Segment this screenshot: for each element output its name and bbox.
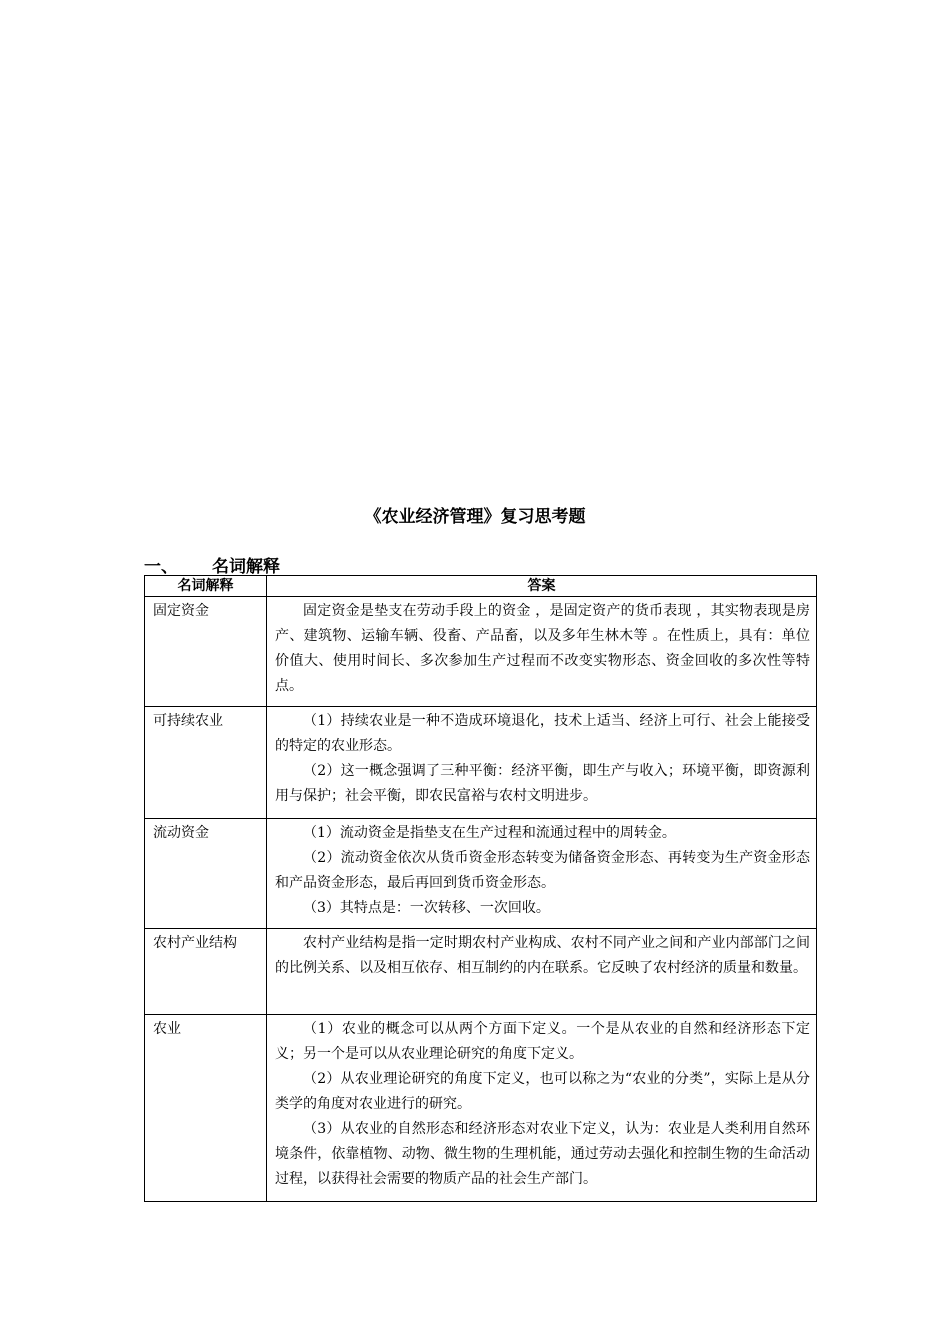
- answer-paragraph: 固定资金是垫支在劳动手段上的资金 ，是固定资产的货币表现 ，其实物表现是房产、建筑物、运输车辆、役畜、产品畜，以及多年生林木等 。在性质上，具有：单位价值大、使用时间长、多次参加生产过程而不改变实物形态、资金回收的多次性等特点。: [275, 603, 810, 694]
- answer-paragraph: （2）从农业理论研究的角度下定义，也可以称之为“农业的分类”，实际上是从分类学的角度对农业进行的研究。: [275, 1071, 810, 1112]
- answer-cell: [267, 707, 817, 819]
- table-row: [145, 597, 817, 707]
- table-row: [145, 929, 817, 1015]
- table-row: [145, 1015, 817, 1202]
- answer-paragraph: （2）这一概念强调了三种平衡：经济平衡，即生产与收入；环境平衡，即资源利用与保护；社会平衡，即农民富裕与农村文明进步。: [275, 763, 810, 804]
- answer-cell: [267, 929, 817, 1015]
- table-row: [145, 819, 817, 929]
- section-number: 一、: [144, 557, 178, 577]
- glossary-table: [144, 575, 817, 1202]
- answer-paragraph: （1）持续农业是一种不造成环境退化，技术上适当、经济上可行、社会上能接受的特定的农业形态。: [275, 713, 810, 754]
- section-heading: [144, 552, 280, 577]
- term-cell: 农村产业结构: [145, 929, 267, 1015]
- table-row: [145, 707, 817, 819]
- header-answer: 答案: [267, 576, 817, 597]
- answer-paragraph: 农村产业结构是指一定时期农村产业构成、农村不同产业之间和产业内部部门之间的比例关系、以及相互依存、相互制约的内在联系。它反映了农村经济的质量和数量。: [275, 935, 810, 976]
- answer-paragraph: （1）农业的概念可以从两个方面下定义。一个是从农业的自然和经济形态下定义；另一个是可以从农业理论研究的角度下定义。: [275, 1021, 810, 1062]
- term-cell: 流动资金: [145, 819, 267, 929]
- term-cell: 农业: [145, 1015, 267, 1202]
- answer-paragraph: （1）流动资金是指垫支在生产过程和流通过程中的周转金。: [303, 825, 676, 841]
- answer-cell: [267, 1015, 817, 1202]
- header-term: 名词解释: [145, 576, 267, 597]
- answer-cell: [267, 597, 817, 707]
- answer-paragraph: （3）从农业的自然形态和经济形态对农业下定义，认为：农业是人类利用自然环境条件，依靠植物、动物、微生物的生理机能，通过劳动去强化和控制生物的生命活动过程，以获得社会需要的物质产品的社会生产部门。: [275, 1121, 810, 1187]
- document-title: 《农业经济管理》复习思考题: [364, 507, 586, 527]
- answer-paragraph: （2）流动资金依次从货币资金形态转变为储备资金形态、再转变为生产资金形态和产品资金形态，最后再回到货币资金形态。: [275, 850, 810, 891]
- section-title: 名词解释: [212, 557, 280, 577]
- answer-cell: [267, 819, 817, 929]
- term-cell: 可持续农业: [145, 707, 267, 819]
- answer-paragraph: （3）其特点是：一次转移、一次回收。: [303, 900, 550, 916]
- table-header-row: [145, 576, 817, 597]
- term-cell: 固定资金: [145, 597, 267, 707]
